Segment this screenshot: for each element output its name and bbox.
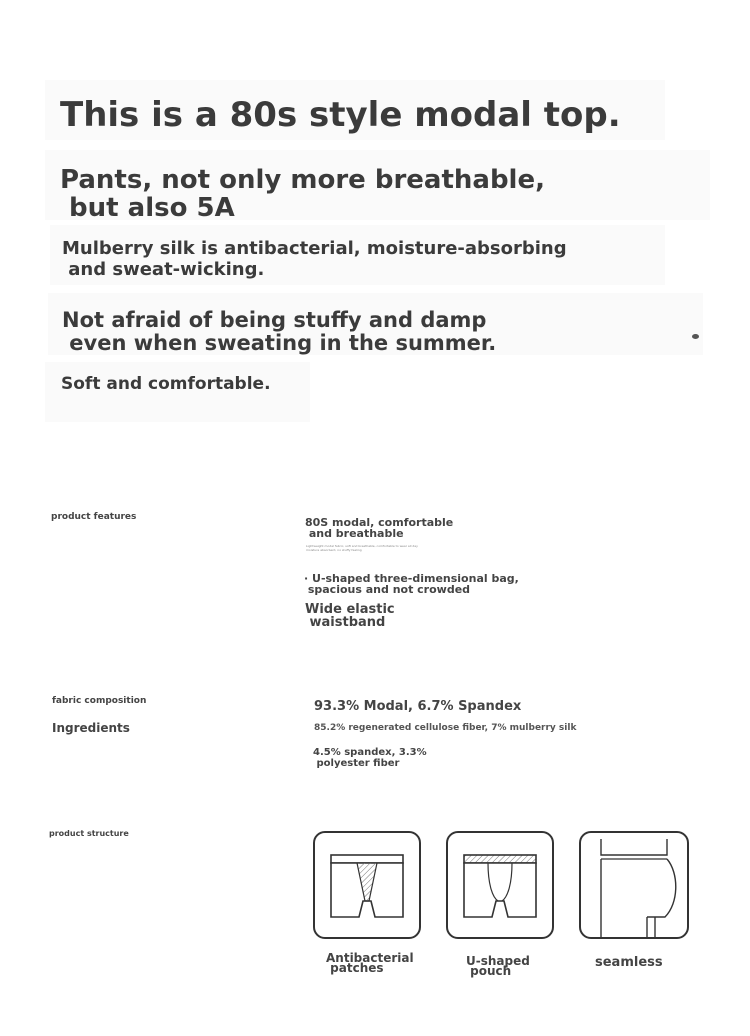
structure-label-pouch: U-shaped pouch xyxy=(466,954,530,978)
structure-label-patches: Antibacterial patches xyxy=(326,951,414,975)
feature-modal-note: Lightweight modal fabric, soft and breathable, comfortable to wear all day moisture absorbent, no stuffy feeling xyxy=(306,544,418,552)
headline-soft: Soft and comfortable. xyxy=(61,374,271,394)
fabric-detail-2: 4.5% spandex, 3.3% polyester fiber xyxy=(313,747,427,769)
headline-summer: Not afraid of being stuffy and damp even when sweating in the summer. xyxy=(62,308,497,355)
feature-modal: 80S modal, comfortable and breathable xyxy=(305,516,454,540)
feature-pouch: · U-shaped three-dimensional bag, spacious and not crowded xyxy=(304,572,519,596)
briefs-front-patch-icon xyxy=(315,833,419,937)
headline-mulberry-silk: Mulberry silk is antibacterial, moisture-absorbing and sweat-wicking. xyxy=(62,238,567,280)
structure-section-label: product structure xyxy=(49,829,129,838)
feature-waistband: Wide elastic waistband xyxy=(305,602,395,630)
briefs-front-pouch-icon xyxy=(448,833,552,937)
ingredients-label: Ingredients xyxy=(52,721,130,735)
decorative-dot xyxy=(692,334,699,339)
headline-title: This is a 80s style modal top. xyxy=(60,95,621,135)
structure-card-patches xyxy=(313,831,421,939)
fabric-main-composition: 93.3% Modal, 6.7% Spandex xyxy=(314,699,522,714)
headline-breathable: Pants, not only more breathable, but also 5A xyxy=(60,165,545,223)
structure-card-pouch xyxy=(446,831,554,939)
structure-label-seamless: seamless xyxy=(595,955,663,970)
structure-card-seamless xyxy=(579,831,689,939)
briefs-back-seamless-icon xyxy=(581,833,687,937)
fabric-section-label: fabric composition xyxy=(52,696,147,706)
fabric-detail-1: 85.2% regenerated cellulose fiber, 7% mulberry silk xyxy=(314,723,577,733)
features-section-label: product features xyxy=(51,512,137,522)
